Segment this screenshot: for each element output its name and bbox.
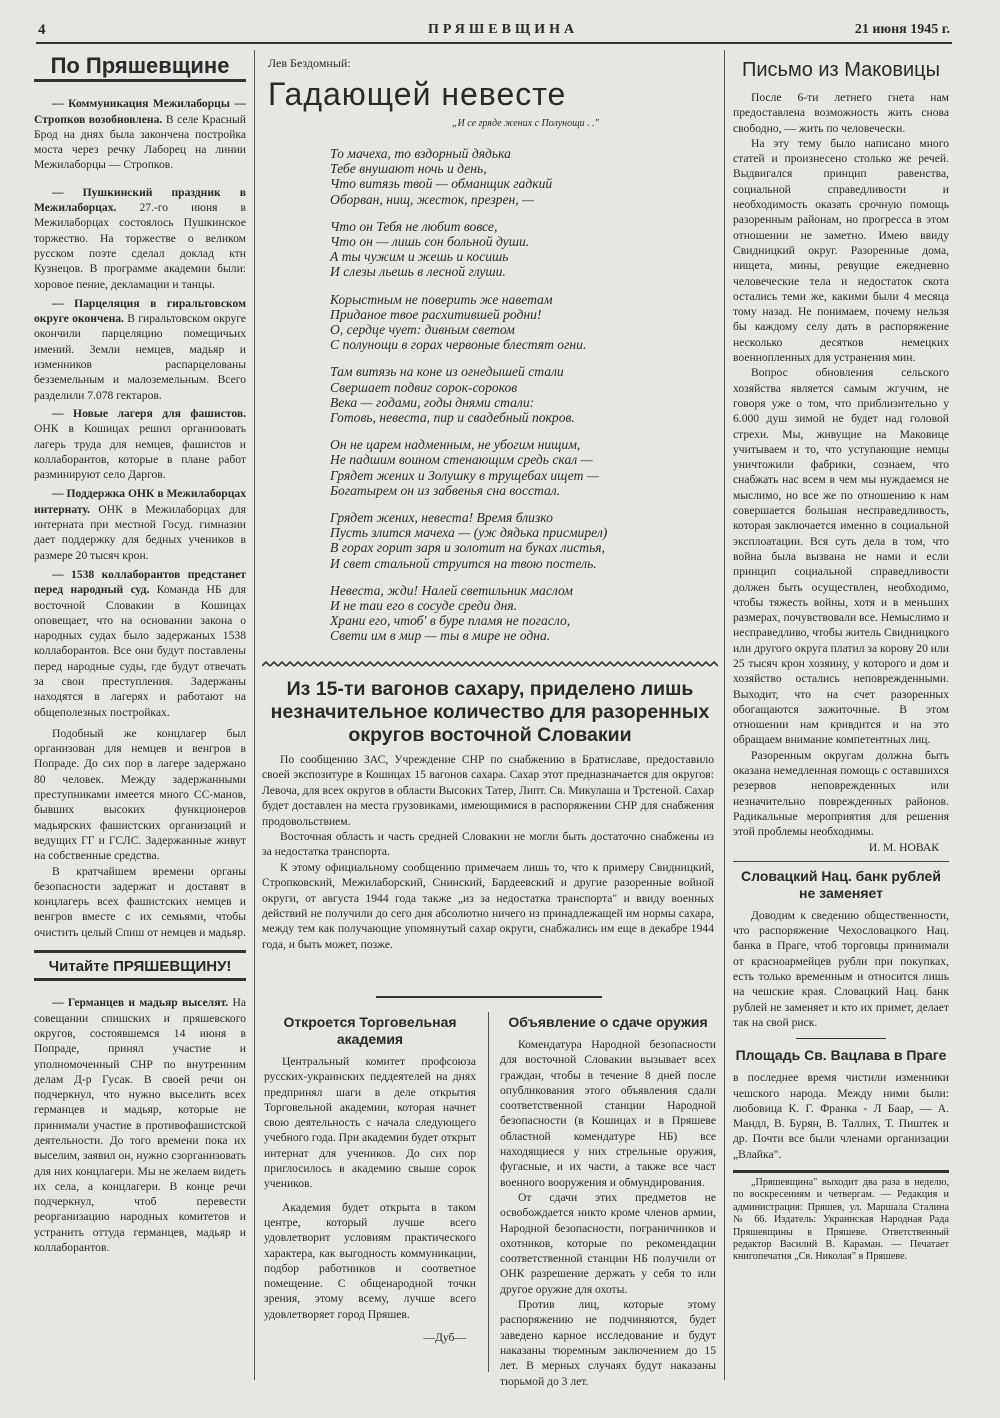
news-item [34, 486, 246, 562]
poem-line: О, сердце чует: дивным светом [330, 322, 515, 338]
poem-stanza [330, 292, 710, 353]
sugar-article-body [262, 752, 714, 952]
poem-line: И слезы льешь в лесной глуши. [330, 264, 506, 280]
section-rule [34, 79, 246, 82]
academy-article [264, 1014, 476, 1345]
poem-line: Готовь, невеста, пир и свадебный покров. [330, 410, 575, 426]
paragraph: Против лиц, которые этому распоряжению не подчиняются, будет заведено карное исследование и будут наказаны тюремным заключением до 15 лет. В мерных случаях будут наказаны тюрьмой до 3 лет. [500, 1298, 716, 1388]
paragraph: в последнее время чистили изменники чешского народа. Между ними были: любовица К. Г. Франка - Л Баар, — А. Мандл, В. Бурян, В. Таллих, Т. Пиштек и др. Почти все были членами организации „Влайка". [733, 1071, 949, 1161]
poem-line: Тебе внушают ночь и день, [330, 161, 487, 177]
poem-stanza [330, 583, 710, 644]
poem-author: Лев Бездомный: [268, 56, 351, 70]
news-item-text: В селе Красный Брод на днях была закончена постройка моста через речку Лаборец на линии Межилаборцы — Стропков. [34, 112, 246, 172]
news-item-head: — Коммуникация Межилаборцы — Стропков возобновлена. [34, 97, 246, 126]
paragraph: Подобный же концлагер был организован для немцев и венгров в Попраде. До сих пор в лагере задержано 80 человек. Между задержанными преступниками имеется много СС-манов, бывших высоких функционеров мадьярских фашистских организаций и ведущих ГГ и ГСЛС. Задержанные живут на собственные средства. [34, 726, 246, 863]
poem-line: И не таи его в сосуде среди дня. [330, 598, 518, 614]
poem-line: Корыстным не поверить же наветам [330, 291, 553, 307]
paragraph: В кратчайшем времени органы безопасности задержат и доставят в концлагерь всех фашистских немцев и венгров вместе с их семьями, чтобы очистить целый Спиш от немцев и мадьяр. [34, 864, 246, 939]
poem-line: С полунощи в горах червоные блестят огни. [330, 337, 587, 353]
news-item [34, 406, 246, 482]
weapons-article [500, 1014, 716, 1389]
poem-line: Он не царем надменным, не убогим нищим, [330, 437, 581, 453]
issue-date: 21 июня 1945 г. [854, 22, 950, 37]
paragraph: Разоренным округам должна быть оказана немедленная помощь с оставшихся резервов неповрежденных или незначительно поврежденных районов. Радикальные мероприятия для решения этой проблемы необходимы. [733, 748, 949, 839]
letter-title: Письмо из Маковицы [741, 59, 941, 81]
paragraph: После 6-ти летнего гнета нам предоставлена возможность жить снова свободно, — жить по человечески. [733, 91, 949, 135]
letter-signature: И. М. НОВАК [868, 840, 939, 854]
poem-line: Богатырем он из забвенья сна восстал. [330, 482, 561, 498]
poem-line: Грядет жених и Золушку в трущебах ищет — [330, 467, 599, 483]
paragraph: Вопрос обновления сельского хозяйства является самым жгучим, не говоря уже о том, что приблизительно у 6.000 душ зимой не будет над головой стрехи. Мы, живущие на Маковице учитываем и то, что уступающие немцы уничтожили фабрики, сознаем, что снабжать нас всем в чем мы нуждаемся не мыслимо, но все же по отношению к нам совершается большая несправедливость, которая заключается именно в социальной эксплоатации. Вся суть дела в том, что война была вызвана не нами и если принцип социальной справедливости должен быть осуществлен, необходимо, чтобы тяжесть войны, хотя и в меньших размерах, почувствовали все. Немыслимо и несправедливо, чтобы житель Свидницкого или другого округа платил за корову 20 или 25 тысяч крон хозяину, у которого и дом и хозяйство остались неповрежденными. Выходит, что на счет разоренных обогащаются зажиточные. В этом отношении нам кривдится и на это обращаем внимание компетентных лиц. [733, 366, 949, 747]
article-divider [376, 996, 602, 998]
news-item-head: — Поддержка ОНК в Межилаборцах интернату. [34, 487, 246, 516]
paragraph: От сдачи этих предметов не освобождается никто кроме членов армии, Народной безопасности, пограничников и охотников, которые по рекомендации соответственной станции НБ получили от ОНК разрешение держать у себя то или другое оружие для охоты. [500, 1190, 716, 1296]
column-rule-right [724, 50, 725, 1380]
poem-line: Приданое твое расхитившей родни! [330, 306, 542, 322]
poem-line: Пусть злится мачеха — (уж дядька присмирел) [330, 525, 608, 541]
news-item-head: — Парцеляция в гиральтовском округе окончена. [34, 296, 246, 326]
left-column [34, 53, 246, 1255]
imprint: „Пряшевщина" выходит два раза в неделю, по воскресениям и четвергам. — Редакция и администрация: Пряшев, ул. Маршала Сталина № 66. Издатель: Украинская Народная Рада Пряшевщины в Пряшеве. Ответственный редактор Василий В. Караман. — Печатает книгопечатня „Св. Николая" в Пряшеве. [733, 1177, 949, 1263]
poem-stanza [330, 364, 710, 425]
poem-line: Храни его, чтоб' в буре пламя не погасло, [330, 613, 571, 629]
news-item [34, 96, 246, 172]
column-rule-left [254, 50, 255, 1380]
news-item-text: 27.-го июня в Межилаборцах состоялось Пушкинское торжество. На торжестве о великом русском поэте сделал доклад ктн Кузнецов. В программе академии были: хоровое пение, декламации и танцы. [34, 201, 246, 291]
news-item [34, 296, 246, 403]
poem-line: Там витязь на коне из огнедышей стали [330, 364, 564, 380]
section-title-po-pryashevshchine: По Пряшевщине [50, 53, 230, 78]
poem-body [330, 146, 710, 656]
read-pryashevshchina-banner: Читайте ПРЯШЕВЩИНУ! [48, 958, 232, 976]
header-rule [36, 42, 952, 44]
section-rule [34, 978, 246, 981]
paragraph: Центральный комитет профсоюза русских-украинских педдеятелей на днях предпринял шаги в деле открытия Торговельной академии, которая начнет свою деятельность с начала следующего учебного года. При академии будет открыт интернат для учеников. До сих пор приглосилось в академию свыше сорок учеников. [264, 1055, 476, 1191]
poem-line: Что он — лишь сон больной души. [330, 234, 530, 250]
poem-line: Грядет жених, невеста! Время близко [330, 510, 553, 526]
poem-line: Оборван, нищ, жесток, презрен, — [330, 191, 535, 207]
poem-line: В горах горит заря и золотит на буках листья, [330, 540, 606, 556]
news-item-head: — Пушкинский праздник в Межилаборцах. [34, 185, 246, 215]
news-item-text: ОНК в Межилаборцах для интерната при местной Госуд. гимназии дает поддержку для бедных учеников в размере 20 тысяч крон. [34, 502, 246, 562]
news-item-text: Команда НБ для восточной Словакии в Кошицах оповещает, что на основании закона о народных судах было задержаных 1538 коллаборантов. Все они будут поставлены перед народные суды, где будут отвечать за свои преступления. Задержаны находятся в лагерях и работают на общеполезных постройках. [34, 583, 246, 719]
page-number: 4 [38, 22, 46, 38]
paragraph: На эту тему было написано много статей и произнесено столько же речей. Выдвигался принцип равенства, социальной справедливости и необходимость оказать срочную помощь разоренным районам, но прогресса в этом отношении не заметно. Имею ввиду Свидницкий округ. Разоренные дома, нищета, мины, ревущие ежедневно человеческие тела и недостаток скота остались теми же, какими были 4 месяца тому назад. Не понимаем, почему нельзя бы каждому селу дать в распоряжение несколько десятков немецких военнопленных для устранения мин. [733, 136, 949, 365]
news-item-head: — Германцев и мадьяр выселят. [52, 996, 229, 1010]
news-item-text: ОНК в Кошицах решил организовать лагерь труда для немцев, фашистов и коллаборантов, которые в плане работ разминируют село Даргов. [34, 422, 246, 482]
poem-stanza [330, 437, 710, 498]
paragraph: Комендатура Народной безопасности для восточной Словакии вызывает всех граждан, чтобы в течение 8 дней после опубликования этого объявления сдали соответственной станции Народной безопасности (в Кошицах и в Пряшеве областной комендатуре НБ) все находящиеся у них стрельные оружия, фугасные, и их части, а также все част военного вооружения и обмундирования. [500, 1038, 716, 1189]
poem-line: Свети им в мир — ты в мире не одна. [330, 628, 551, 644]
poem-stanza [330, 146, 710, 207]
poem-epigraph: „И се гряде жених с Полунощи . ." [452, 118, 599, 129]
square-article-title: Площадь Св. Вацлава в Праге [735, 1047, 947, 1064]
poem-line: Не падшим воином стенающим средь скал — [330, 452, 593, 468]
poem-line: Что он Тебя не любит вовсе, [330, 218, 498, 234]
paragraph: К этому официальному сообщению примечаем лишь то, что к примеру Свидницкий, Стропковский, Межилаборский, Снинский, Бардеевский и другие разоренные войной округи, от августа 1944 года также „из за недостатка транспорта" и ввиду военных действий не получили до сего дня абсолютно ничего из принадлежащей им нормы сахара, между тем как получающие упомянутый сахар округи, снабжались им еще в декабре 1944 года, и быть может, позже. [262, 860, 714, 951]
bank-article-title: Словацкий Нац. банк рублей не заменяет [741, 867, 941, 901]
section-rule [34, 950, 246, 953]
article-divider [796, 1038, 886, 1039]
paragraph: По сообщению ЗАС, Учреждение СНР по снабжению в Братиславе, предоставило своей экспозитуре в Кошицах 15 вагонов сахара. Сахар этот предназначается для округов: Левоча, для всех округов в области Высоких Татер, Липт. Св. Микулаша и Трстеной. Сахар будет доставлен на места грузовиками, имеющимися в распоряжении СНР для снабжения продовольствием. [262, 753, 714, 828]
news-item-text: В гиральтовском округе окончили парцеляцию помещичьих имений. Земли немцев, мадьяр и изменников распарцелованы безземельным и малоземельным. Всего разделили 7.078 гектаров. [34, 312, 246, 402]
news-item-head: — 1538 коллаборантов предстанет перед народный суд. [34, 567, 246, 597]
poem-line: Века — годами, годы днями стали: [330, 394, 535, 410]
column-rule-bottom-middle [488, 1012, 489, 1372]
section-rule [733, 1170, 949, 1173]
news-item-head: — Новые лагеря для фашистов. [52, 406, 246, 420]
poem-line: То мачеха, то вздорный дядька [330, 146, 511, 161]
news-item-text: На совещании спишских и пряшевского округов, состоявшемся 14 июня в Попраде, принял участие и уполномоченный СНР по внутренним делам Д-р Гусак. В своей речи он подчеркнул, что нужно выселить всех германцев и мадьяр, которые не принимали участие в противофашистской деятельности. До того времени пока их выселим, заявил он, нужно сзорганизовать для них концлагери. Мы не желаем видеть их села, а концлагери. В конце речи подчеркнул, чтоб перевести реорганизацию народных комитетов и устранить оттуда германцев, мадьяр и коллаборантов. [34, 996, 246, 1255]
right-column [733, 58, 949, 1264]
wavy-divider [262, 660, 718, 668]
academy-signature: —Дуб— [423, 1331, 466, 1345]
poem-line: Что витязь твой — обманщик гадкий [330, 176, 553, 192]
paragraph: Восточная область и часть средней Словакии не могли быть достаточно снабжены из за недостатка транспорта. [262, 830, 714, 859]
masthead: ПРЯШЕВЩИНА [428, 22, 579, 37]
weapons-article-title: Объявление о сдаче оружия [508, 1014, 708, 1030]
poem-stanza [330, 510, 710, 571]
poem-stanza [330, 219, 710, 280]
poem-line: А ты чужим и жешь и косишь [330, 249, 509, 265]
section-rule [733, 861, 949, 862]
paragraph: Академия будет открыта в таком центре, который лучше всего удовлетворит условиям практического характера, как выгодность коммуникации, подбор работников и соответное помещение. С общенародной точки зрения, этому всему, лучше всего удовлетворяет город Пряшев. [264, 1200, 476, 1321]
poem-line: Свершает подвиг сорок-сороков [330, 379, 518, 395]
sugar-article-headline: Из 15-ти вагонов сахару, приделено лишь незначительное количество для разоренных округов восточной Словакии [270, 678, 710, 746]
poem-line: И свет стальной струится на твою постель. [330, 555, 597, 571]
news-item [34, 567, 246, 720]
poem-line: Невеста, жди! Налей светильник маслом [330, 582, 573, 598]
paragraph: Доводим к сведению общественности, что распоряжение Чехословацкого Нац. банка в Праге, чтоб торговцы принимали от красноармейцев рубли при покупках, есть только временным и относится лишь на чешские края. Словацкий Нац. банк рублей не заменяет и кто их примет, делает так на свой риск. [733, 908, 949, 1029]
page-header [38, 20, 950, 44]
academy-article-title: Откроется Торговельная академия [283, 1014, 457, 1047]
news-item [34, 995, 246, 1255]
poem-title: Гадающей невесте [268, 76, 567, 112]
news-item [34, 185, 246, 292]
